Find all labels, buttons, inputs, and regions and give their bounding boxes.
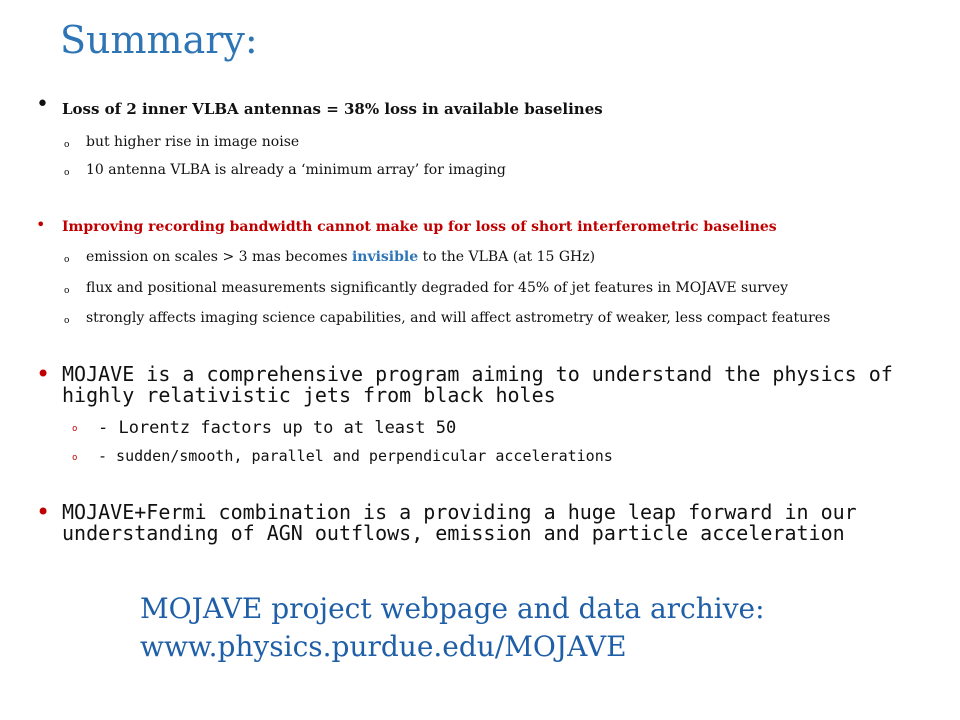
- bullet-3-line-1: MOJAVE is a comprehensive program aiming to understand the physics of: [62, 362, 893, 386]
- sub-bullet-icon: o: [64, 255, 70, 265]
- project-url-link[interactable]: www.physics.purdue.edu/MOJAVE: [140, 630, 627, 663]
- bullet-4-line-2: understanding of AGN outflows, emission and particle acceleration: [62, 521, 845, 545]
- slide: Summary: • Loss of 2 inner VLBA antennas = 38% loss in available baselines o but higher rise in image noise o 10 antenna VLBA is already a ‘minimum array’ for imaging • Improving recording bandwidth cannot make up for loss of short interferometric baselines o emission on scales > 3 mas becomes invisible to the VLBA (at 15 GHz) o flux and positional measurements significantly degraded for 45% of jet features in MOJAVE survey o strongly affects imaging science capabilities, and will affect astrometry of weaker, less compact features • MOJAVE is a comprehensive program aiming to understand the physics of highly relativistic jets from black holes o - Lorentz factors up to at least 50 o - sudden/smooth, parallel and perpendicular accelerations • MOJAVE+Fermi combination is a providing a huge leap forward in our understanding of AGN outflows, emission and particle acceleration MOJAVE project webpage and data archive: www.physics.purdue.edu/MOJAVE: [0, 0, 960, 720]
- sub-bullet-icon: o: [64, 286, 70, 296]
- bullet-icon: •: [36, 360, 51, 388]
- bullet-icon: •: [36, 498, 51, 526]
- sub-bullet-icon: o: [64, 140, 70, 150]
- bullet-3-line-2: highly relativistic jets from black holes: [62, 383, 556, 407]
- invisible-emphasis: invisible: [351, 249, 419, 265]
- sub-bullet-icon: o: [64, 168, 70, 178]
- bullet-icon: •: [36, 215, 46, 234]
- project-link-block: [140, 590, 765, 666]
- sub-bullet-icon: o: [64, 316, 70, 326]
- bullet-icon: •: [36, 92, 49, 117]
- bullet-4-line-1: MOJAVE+Fermi combination is a providing a huge leap forward in our: [62, 500, 857, 524]
- project-link-caption: MOJAVE project webpage and data archive:: [140, 592, 765, 625]
- bullet-2-text: Improving recording bandwidth cannot make up for loss of short interferometric baselines: [62, 219, 777, 235]
- slide-title: Summary:: [60, 18, 258, 62]
- sub-bullet-icon: o: [72, 453, 78, 463]
- sub-bullet-icon: o: [72, 424, 78, 434]
- bullet-1-text: Loss of 2 inner VLBA antennas = 38% loss in available baselines: [62, 100, 603, 118]
